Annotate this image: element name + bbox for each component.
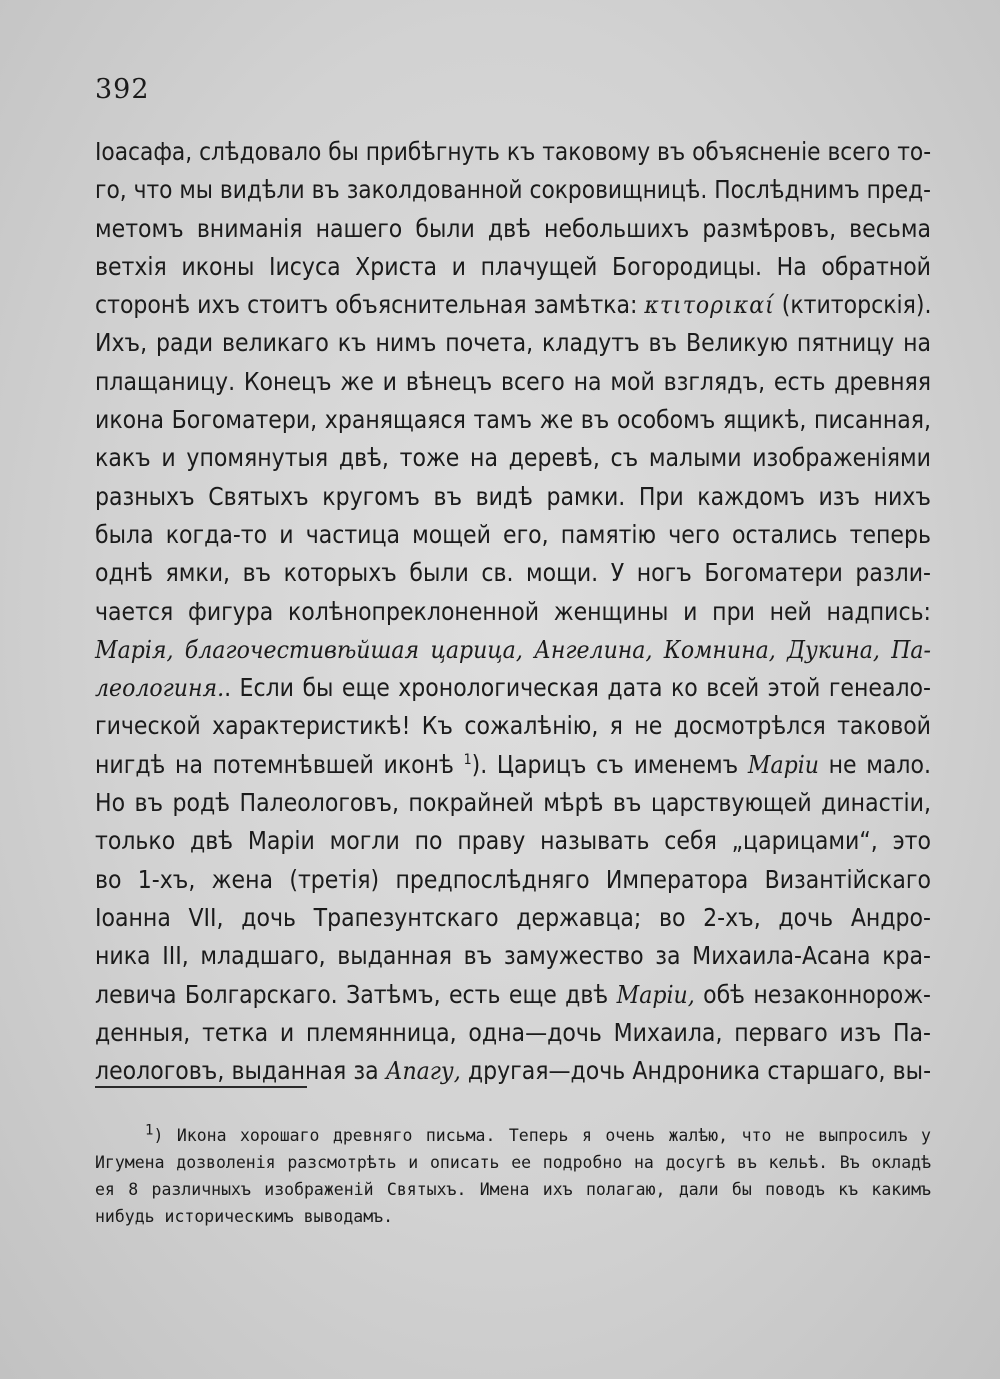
text-line [95, 363, 931, 401]
text-segment: Но въ родѣ Палеологовъ, покрайней мѣрѣ въ царствующей династіи, [95, 788, 931, 818]
text-line [95, 554, 931, 592]
footnote-line [95, 1149, 931, 1176]
footnote-line [95, 1203, 931, 1230]
text-segment: однѣ ямки, въ которыхъ были св. мощи. У ногъ Богоматери разли- [95, 558, 931, 588]
text-line [95, 324, 931, 362]
text-line [95, 133, 932, 171]
text-segment: (ктиторскія). [781, 290, 932, 320]
text-segment: чается фигура колѣнопреклоненной женщины и при ней надпись: [95, 596, 931, 626]
text-segment: во 1-хъ, жена (третія) предпослѣдняго Императора Византійскаго [95, 864, 931, 894]
text-line [95, 248, 931, 286]
text-line [95, 669, 931, 707]
text-segment: только двѣ Маріи могли по праву называть себя „царицами“, это [95, 826, 931, 856]
text-line [95, 1052, 931, 1090]
text-segment: го, что мы видѣли въ заколдованной сокровищницѣ. Послѣднимъ пред- [95, 175, 932, 205]
footnote-line [95, 1176, 931, 1203]
text-line [95, 976, 931, 1014]
text-line [95, 478, 931, 516]
text-line [95, 210, 931, 248]
text-segment: сторонѣ ихъ стоитъ объяснительная замѣтка: [95, 290, 638, 320]
text-segment: Ихъ, ради великаго къ нимъ почета, кладутъ въ Великую пятницу на [95, 328, 931, 358]
italic-name: Маріи, [616, 979, 695, 1009]
text-line [95, 401, 931, 439]
footnote-text: ) Икона хорошаго древняго письма. Теперь я очень жалѣю, что не выпросилъ у [153, 1126, 931, 1145]
text-line [95, 1014, 931, 1052]
italic-name: Маріи [747, 749, 819, 779]
text-segment: нигдѣ на потемнѣвшей иконѣ [95, 749, 454, 779]
text-segment: ветхія иконы Іисуса Христа и плачущей Богородицы. На обратной [95, 251, 931, 281]
text-segment: не мало. [828, 749, 932, 779]
footnote-marker: 1 [463, 751, 472, 768]
footnote-text: ея 8 различныхъ изображеній Святыхъ. Имена ихъ полагаю, дали бы поводъ къ какимъ [95, 1180, 931, 1199]
text-line [95, 746, 931, 784]
footnote-marker: 1 [145, 1122, 154, 1139]
text-segment: леологовъ, выданная за [95, 1056, 379, 1086]
text-segment: Іоасафа, слѣдовало бы прибѣгнуть къ таковому въ объясненіе всего то- [95, 137, 932, 166]
text-segment: гической характеристикѣ! Къ сожалѣнію, я не досмотрѣлся таковой [95, 711, 931, 741]
footnote-text: Игумена дозволенія разсмотрѣть и описать ее подробно на досугѣ въ кельѣ. Въ окладѣ [95, 1153, 931, 1172]
body-text [95, 133, 931, 1090]
footnote-line [95, 1122, 931, 1149]
footnote-text: нибудь историческимъ выводамъ. [95, 1207, 394, 1226]
text-segment: разныхъ Святыхъ кругомъ въ видѣ рамки. При каждомъ изъ нихъ [95, 481, 931, 511]
text-segment: обѣ незаконнорож- [703, 979, 932, 1009]
text-segment: плащаницу. Конецъ же и вѣнецъ всего на мой взглядъ, есть древняя [95, 366, 931, 396]
italic-inscription: Марія, благочестивѣйшая царица, Ангелина, Комнина, Дукина, Па- [95, 634, 931, 664]
text-line [95, 861, 931, 899]
text-segment: ). Царицъ съ именемъ [471, 749, 739, 779]
text-segment: денныя, тетка и племянница, одна—дочь Михаила, перваго изъ Па- [95, 1017, 931, 1047]
text-line [95, 516, 931, 554]
text-segment: ника III, младшаго, выданная въ замужество за Михаила-Асана кра- [95, 941, 931, 971]
text-line [95, 784, 931, 822]
greek-word: κτιτορικαί [644, 290, 775, 320]
text-line [95, 593, 931, 631]
footnote-rule [95, 1086, 307, 1088]
text-segment: другая—дочь Андроника старшаго, вы- [467, 1056, 932, 1086]
text-segment: левича Болгарскаго. Затѣмъ, есть еще двѣ [95, 979, 609, 1009]
text-line [95, 439, 931, 477]
text-segment: какъ и упомянутыя двѣ, тоже на деревѣ, съ малыми изображеніями [95, 443, 931, 473]
text-segment: метомъ вниманія нашего были двѣ небольшихъ размѣровъ, весьма [95, 213, 931, 243]
italic-inscription: леологиня. [95, 673, 225, 703]
italic-name: Апагу, [385, 1056, 461, 1086]
text-line [95, 286, 931, 324]
text-line [95, 937, 931, 975]
text-line [95, 707, 931, 745]
text-segment: Іоанна VII, дочь Трапезунтскаго державца; во 2-хъ, дочь Андро- [95, 902, 931, 932]
text-segment: была когда-то и частица мощей его, памятію чего остались теперь [95, 519, 931, 549]
footnote [95, 1122, 931, 1230]
text-line [95, 822, 931, 860]
text-line [95, 899, 931, 937]
text-line [95, 171, 932, 209]
text-segment: икона Богоматери, хранящаяся тамъ же въ особомъ ящикѣ, писанная, [95, 405, 931, 435]
text-line [95, 631, 931, 669]
page-number: 392 [95, 74, 150, 105]
text-segment: . Если бы еще хронологическая дата ко всей этой генеало- [224, 673, 931, 703]
